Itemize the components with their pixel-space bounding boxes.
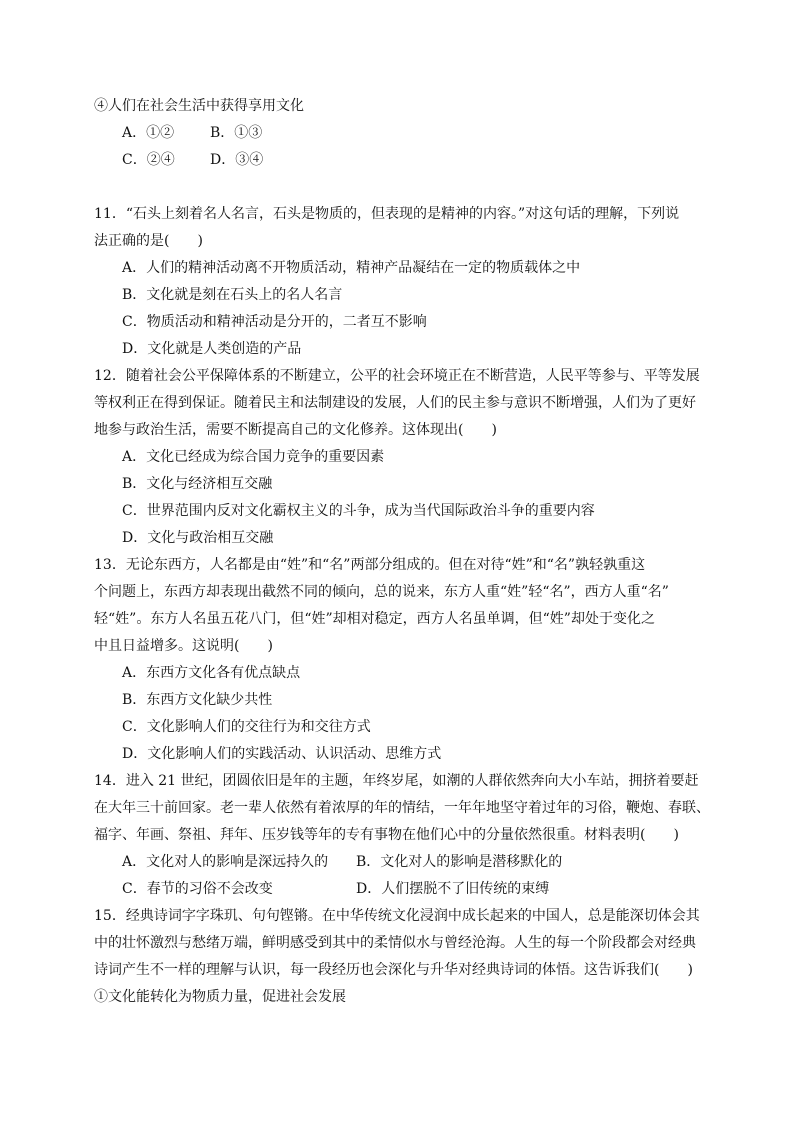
q13-option-d[interactable]: D．文化影响人们的实践活动、认识活动、思维方式 — [122, 746, 442, 762]
q11-stem-line-1: 11．“石头上刻着名人名言，石头是物质的，但表现的是精神的内容。”对这句话的理解，下列说 — [94, 206, 680, 222]
q13-stem-line-3: 轻“姓”。东方人名虽五花八门，但“姓”却相对稳定，西方人名虽单调，但“姓”却处于变化之 — [94, 611, 655, 627]
q14-stem-line-3: 福字、年画、祭祖、拜年、压岁钱等年的专有事物在他们心中的分量依然很重。材料表明( ) — [94, 827, 679, 843]
q14-option-a[interactable]: A．文化对人的影响是深远持久的 — [122, 854, 329, 870]
q13-option-c[interactable]: C．文化影响人们的交往行为和交往方式 — [122, 719, 371, 735]
q12-stem-line-2: 等权利正在得到保证。随着民主和法制建设的发展，人们的民主参与意识不断增强，人们为了更好 — [94, 395, 696, 411]
q12-stem-line-1: 12．随着社会公平保障体系的不断建立，公平的社会环境正在不断营造，人民平等参与、平等发展 — [94, 368, 700, 384]
q13-stem-line-4: 中且日益增多。这说明( ) — [94, 638, 273, 654]
q11-option-c[interactable]: C．物质活动和精神活动是分开的，二者互不影响 — [122, 314, 427, 330]
q13-stem-line-1: 13．无论东西方，人名都是由“姓”和“名”两部分组成的。但在对待“姓”和“名”孰轻孰重这 — [94, 557, 646, 573]
q10-statement-4: ④人们在社会生活中获得享用文化 — [94, 98, 304, 114]
q12-option-a[interactable]: A．文化已经成为综合国力竞争的重要因素 — [122, 449, 385, 465]
q13-option-a[interactable]: A．东西方文化各有优点缺点 — [122, 665, 301, 681]
q13-option-b[interactable]: B．东西方文化缺少共性 — [122, 692, 273, 708]
q10-options-row-1 — [122, 123, 262, 143]
q12-option-c[interactable]: C．世界范围内反对文化霸权主义的斗争，成为当代国际政治斗争的重要内容 — [122, 503, 595, 519]
q12-stem-line-3: 地参与政治生活，需要不断提高自己的文化修养。这体现出( ) — [94, 422, 497, 438]
q12-option-b[interactable]: B．文化与经济相互交融 — [122, 476, 273, 492]
q12-option-d[interactable]: D．文化与政治相互交融 — [122, 530, 274, 546]
q14-stem-line-1: 14．进入 21 世纪，团圆依旧是年的主题，年终岁尾，如潮的人群依然奔向大小车站，拥挤着要赶 — [94, 773, 699, 789]
q10-options-row-2 — [122, 150, 263, 170]
q11-stem-line-2: 法正确的是( ) — [94, 233, 203, 249]
q15-stem-line-2: 中的壮怀激烈与愁绪万端，鲜明感受到其中的柔情似水与曾经沧海。人生的每一个阶段都会对经典 — [94, 935, 696, 951]
q14-option-d[interactable]: D．人们摆脱不了旧传统的束缚 — [356, 881, 550, 897]
q14-option-c[interactable]: C．春节的习俗不会改变 — [122, 881, 273, 897]
q14-options-row-2 — [122, 879, 549, 899]
q11-option-d[interactable]: D．文化就是人类创造的产品 — [122, 341, 302, 357]
q10-option-a[interactable]: A．①② — [122, 125, 175, 141]
q10-option-b[interactable]: B．①③ — [210, 125, 263, 141]
q14-options-row-1 — [122, 852, 562, 872]
q14-option-b[interactable]: B．文化对人的影响是潜移默化的 — [356, 854, 563, 870]
q15-stem-line-3: 诗词产生不一样的理解与认识，每一段经历也会深化与升华对经典诗词的体悟。这告诉我们( ) — [94, 962, 693, 978]
q14-stem-line-2: 在大年三十前回家。老一辈人依然有着浓厚的年的情结，一年年地坚守着过年的习俗，鞭炮、春联、 — [94, 800, 710, 816]
q11-option-b[interactable]: B．文化就是刻在石头上的名人名言 — [122, 287, 343, 303]
q15-stem-line-1: 15．经典诗词字字珠玑、句句铿锵。在中华传统文化浸润中成长起来的中国人，总是能深切体会其 — [94, 908, 700, 924]
q10-option-d[interactable]: D．③④ — [210, 152, 264, 168]
q11-option-a[interactable]: A．人们的精神活动离不开物质活动，精神产品凝结在一定的物质载体之中 — [122, 260, 581, 276]
q10-option-c[interactable]: C．②④ — [122, 152, 175, 168]
q13-stem-line-2: 个问题上，东西方却表现出截然不同的倾向，总的说来，东方人重“姓”轻“名”，西方人重“名” — [94, 584, 669, 600]
q15-statement-1: ①文化能转化为物质力量，促进社会发展 — [94, 989, 346, 1005]
